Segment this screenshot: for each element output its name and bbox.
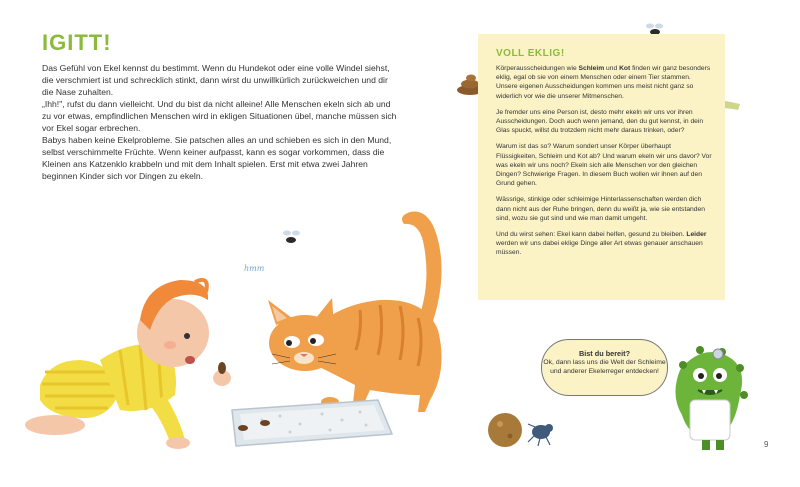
info-box-body (496, 64, 712, 265)
bold-term: Schleim (578, 65, 605, 72)
text-segment: und (604, 65, 620, 72)
bubble-question: Bist du bereit? (578, 349, 631, 358)
baby-illustration (25, 280, 231, 449)
page-number: 9 (764, 440, 769, 449)
info-paragraph-3: Warum ist das so? Warum sondert unser Körper überhaupt Flüssigkeiten, Schleim und Kot ab? Und warum ekeln wir uns davor? Vor was ekeln wir uns noch? Ekeln sich alle Menschen vor den gleichen Dingen? Schwierige Fragen. In diesem Buch wollen wir ihnen auf den Grund gehen. (496, 143, 712, 188)
text-segment: werden wir uns dabei eklige Dinge aller Art etwas genauer anschauen müssen. (496, 240, 703, 257)
speech-bubble (541, 339, 668, 396)
text-segment: finden wir ganz besonders eklig, egal ob sie von einem Menschen oder einem Tier stammen. Unsere eigenen Ausscheidungen kommen uns meist nicht ganz so widerlich vor wie die unserer Mitmenschen. (496, 65, 711, 100)
fly-icon (283, 231, 300, 244)
info-paragraph-5 (496, 230, 712, 258)
info-box-heading: VOLL EKLIG! (496, 48, 565, 59)
germ-monster (675, 346, 748, 450)
intro-paragraph: Das Gefühl von Ekel kennst du bestimmt. Wenn du Hundekot oder eine volle Windel siehst, die verschmiert ist und schrecklich stinkt, dann wirst du unwillkürlich zurückweichen und dir die Nase zuhalten. (42, 63, 390, 97)
page-title: IGITT! (42, 30, 112, 55)
info-box (478, 34, 725, 300)
intro-paragraph: „Ihh!", rufst du dann vielleicht. Und du bist da nicht alleine! Alle Menschen ekeln sich ab und zu vor etwas, empfindlichen Menschen wird in ekligen Situationen übel, manche müssen sich vor Ekel sogar erbrechen. (42, 99, 397, 133)
hmm-label: hmm (244, 264, 265, 273)
text-segment: Körperausscheidungen wie (496, 65, 579, 72)
info-paragraph-2: Je fremder uns eine Person ist, desto mehr ekeln wir uns vor ihren Ausscheidungen. Doch auch wenn jemand, den du gut kennst, in dein Glas spuckt, willst du trotzdem nicht mehr daraus trinken, oder? (496, 108, 704, 135)
text-segment: Und du wirst sehen: Ekel kann dabei helfen, gesund zu bleiben. (496, 231, 687, 239)
intro-text (42, 62, 397, 182)
bold-term: Kot (619, 65, 631, 72)
info-paragraph-1 (496, 64, 712, 101)
bubble-text: Ok, dann lass uns die Welt der Schleime und anderer Ekelerreger entdecken! (543, 359, 666, 375)
info-paragraph-4: Wässrige, stinkige oder schleimige Hinterlassenschaften werden dich dann nicht aus der Ruhe bringen, denn du weißt ja, wie sie entstanden sind, wozu sie gut sind und wie man damit umgeht. (496, 196, 705, 222)
litter-box (232, 400, 392, 446)
dung-beetle (488, 413, 553, 447)
intro-paragraph: Babys haben keine Ekelprobleme. Sie patschen alles an und schieben es sich in den Mund, selbst verschimmelte Früchte. Wenn keiner aufpasst, kann es sogar vorkommen, dass die Kleinen ans Katzenklo krabbeln und mit dem Inhalt spielen. Erst mit etwa zwei Jahren beginnen Kinder sich vor Dingen zu ekeln. (42, 135, 392, 181)
bold-term: Leider (686, 231, 707, 239)
